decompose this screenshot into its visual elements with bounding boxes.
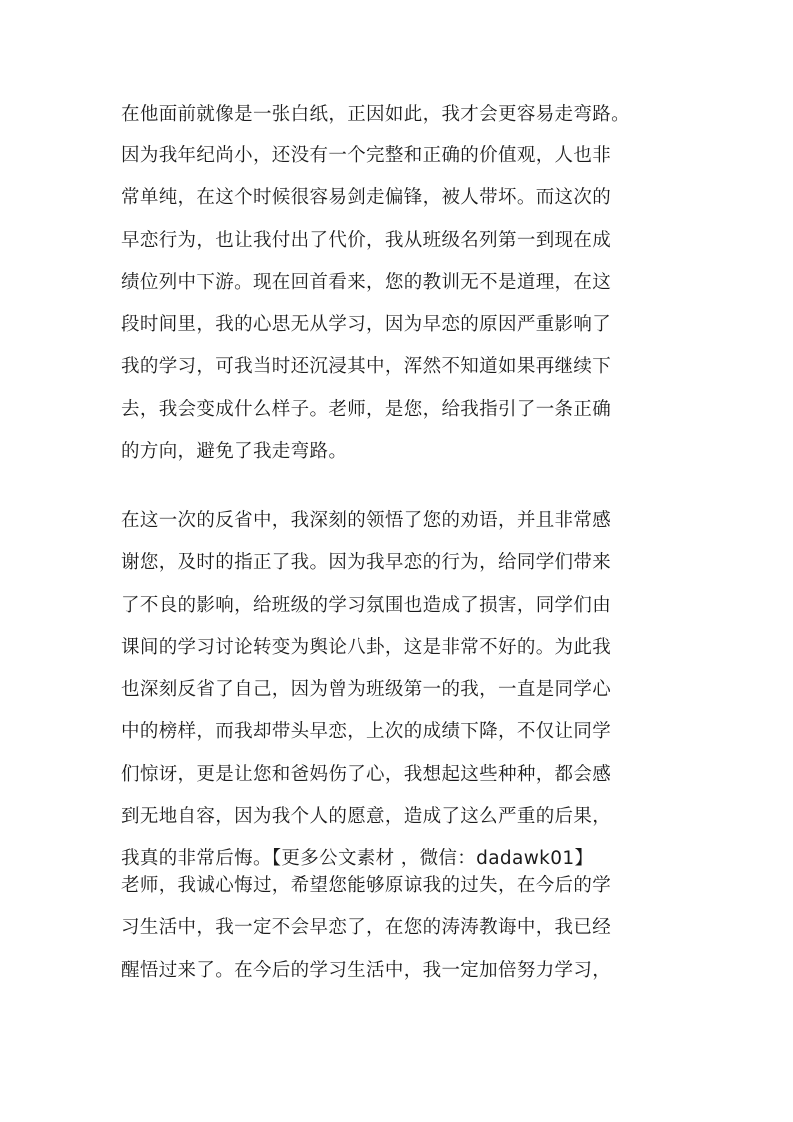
text-line: 们惊讶，更是让您和爸妈伤了心，我想起这些种种，都会感 bbox=[121, 763, 612, 785]
text-line: 谢您，及时的指正了我。因为我早恋的行为，给同学们带来 bbox=[121, 552, 612, 574]
text-line: 到无地自容，因为我个人的愿意，造成了这么严重的后果， bbox=[121, 806, 612, 828]
text-line: 的方向，避免了我走弯路。 bbox=[121, 441, 348, 463]
text-line: 我真的非常后悔。【更多公文素材 ，微信：dadawk01】 bbox=[121, 848, 594, 870]
text-line: 在这一次的反省中，我深刻的领悟了您的劝语，并且非常感 bbox=[121, 510, 612, 531]
text-line: 中的榜样，而我却带头早恋，上次的成绩下降，不仅让同学 bbox=[121, 721, 612, 743]
text-line: 早恋行为，也让我付出了代价，我从班级名列第一到现在成 bbox=[121, 229, 612, 251]
paragraph-3 bbox=[121, 500, 677, 881]
text-line: 也深刻反省了自己，因为曾为班级第一的我，一直是同学心 bbox=[121, 679, 612, 701]
paragraph-1 bbox=[121, 94, 677, 136]
text-line: 在他面前就像是一张白纸，正因如此，我才会更容易走弯路。 bbox=[121, 104, 630, 125]
text-line: 常单纯，在这个时候很容易剑走偏锋，被人带坏。而这次的 bbox=[121, 187, 612, 209]
text-line: 课间的学习讨论转变为舆论八卦，这是非常不好的。为此我 bbox=[121, 636, 612, 658]
text-line: 去，我会变成什么样子。老师，是您，给我指引了一条正确 bbox=[121, 398, 612, 420]
text-line: 习生活中，我一定不会早恋了，在您的涛涛教诲中，我已经 bbox=[121, 917, 612, 939]
text-line: 了不良的影响，给班级的学习氛围也造成了损害，同学们由 bbox=[121, 594, 612, 616]
text-line: 段时间里，我的心思无从学习，因为早恋的原因严重影响了 bbox=[121, 314, 612, 336]
text-line: 醒悟过来了。在今后的学习生活中，我一定加倍努力学习， bbox=[121, 959, 612, 981]
text-line: 绩位列中下游。现在回首看来，您的教训无不是道理，在这 bbox=[121, 271, 612, 293]
paragraph-2 bbox=[121, 135, 677, 473]
text-line: 我的学习，可我当时还沉浸其中，浑然不知道如果再继续下 bbox=[121, 356, 612, 378]
text-line: 因为我年纪尚小，还没有一个完整和正确的价值观，人也非 bbox=[121, 145, 612, 166]
text-line: 老师，我诚心悔过，希望您能够原谅我的过失，在今后的学 bbox=[121, 875, 612, 896]
paragraph-4 bbox=[121, 865, 677, 992]
